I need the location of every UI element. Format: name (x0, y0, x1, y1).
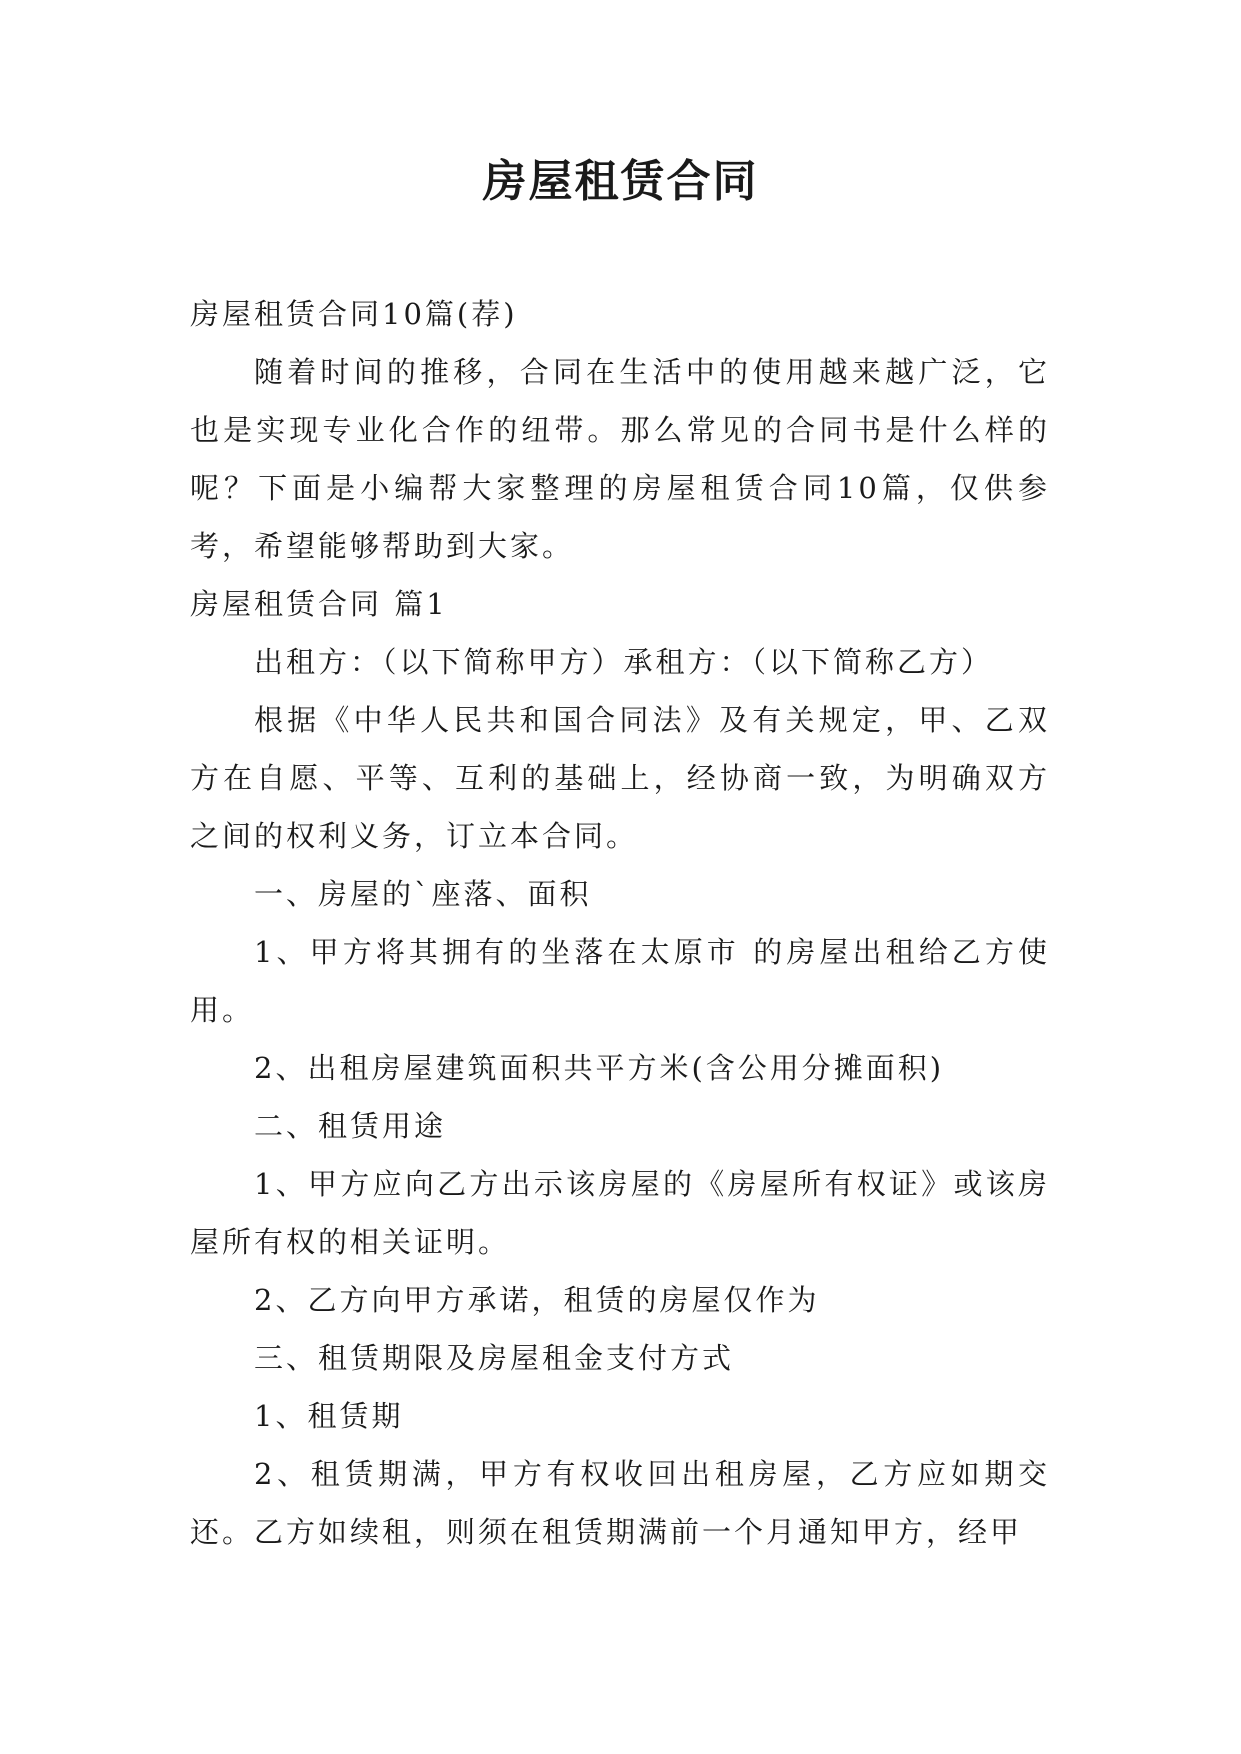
paragraph-parties: 出租方：（以下简称甲方）承租方：（以下简称乙方） (254, 645, 994, 679)
document-title: 房屋租赁合同 (482, 156, 759, 207)
clause-1-1: 1、甲方将其拥有的坐落在太原市 的房屋出租给乙方使用。 (190, 935, 1050, 1027)
paragraph-subtitle: 房屋租赁合同10篇(荐) (190, 297, 518, 331)
clause-3-2: 2、租赁期满，甲方有权收回出租房屋，乙方应如期交还。乙方如续租，则须在租赁期满前一个月通知甲方，经甲 (190, 1457, 1050, 1549)
clause-1-2: 2、出租房屋建筑面积共平方米(含公用分摊面积) (254, 1051, 945, 1085)
paragraph-intro: 随着时间的推移，合同在生活中的使用越来越广泛，它也是实现专业化合作的纽带。那么常见的合同书是什么样的呢？下面是小编帮大家整理的房屋租赁合同10篇，仅供参考，希望能够帮助到大家。 (190, 355, 1050, 563)
clause-2-2: 2、乙方向甲方承诺，租赁的房屋仅作为 (254, 1283, 820, 1317)
clause-heading-3: 三、租赁期限及房屋租金支付方式 (254, 1341, 735, 1375)
document-body (190, 285, 1050, 1561)
clause-3-1: 1、租赁期 (254, 1399, 404, 1433)
clause-heading-1: 一、房屋的`座落、面积 (254, 877, 592, 911)
paragraph-preamble: 根据《中华人民共和国合同法》及有关规定，甲、乙双方在自愿、平等、互利的基础上，经协商一致，为明确双方之间的权利义务，订立本合同。 (190, 703, 1050, 853)
clause-2-1: 1、甲方应向乙方出示该房屋的《房屋所有权证》或该房屋所有权的相关证明。 (190, 1167, 1050, 1259)
clause-heading-2: 二、租赁用途 (254, 1109, 447, 1143)
paragraph-section-heading: 房屋租赁合同 篇1 (190, 587, 448, 621)
